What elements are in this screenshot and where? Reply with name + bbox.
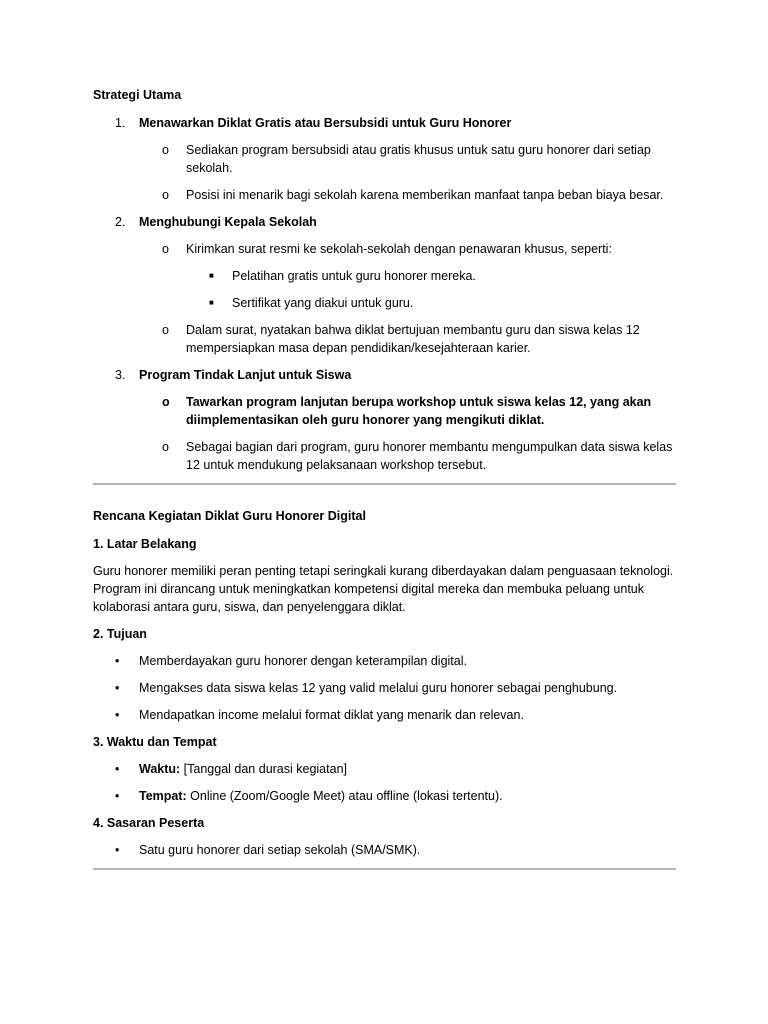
bullet-icon: • [115, 654, 120, 668]
square-bullet-icon: ■ [209, 298, 214, 307]
circle-bullet-icon: o [162, 323, 169, 337]
sub-item [93, 186, 676, 204]
tempat-value: Online (Zoom/Google Meet) atau offline (lokasi tertentu). [186, 789, 503, 803]
paragraph-latar-belakang: Guru honorer memiliki peran penting tetapi seringkali kurang diberdayakan dalam penguasaan teknologi. Program ini dirancang untuk meningkatkan kompetensi digital mereka dan membuka peluang untuk kolaborasi antara guru, siswa, dan penyelenggara diklat. [93, 564, 674, 614]
list-item-text: Mendapatkan income melalui format diklat yang menarik dan relevan. [139, 708, 524, 722]
list-item-text: Satu guru honorer dari setiap sekolah (SMA/SMK). [139, 843, 421, 857]
subsub-item [93, 267, 676, 285]
sub-item-text: Kirimkan surat resmi ke sekolah-sekolah dengan penawaran khusus, seperti: [186, 242, 612, 256]
strategy-heading: Program Tindak Lanjut untuk Siswa [139, 368, 352, 382]
sub-item-text: Sediakan program bersubsidi atau gratis khusus untuk satu guru honorer dari setiap sekolah. [186, 143, 651, 175]
section-title-rencana: Rencana Kegiatan Diklat Guru Honorer Digital [93, 509, 366, 523]
subsub-item [93, 294, 676, 312]
heading-tujuan: 2. Tujuan [93, 627, 147, 641]
bullet-icon: • [115, 762, 120, 776]
list-item [93, 679, 676, 697]
circle-bullet-icon: o [162, 440, 169, 454]
list-number: 2. [115, 215, 126, 229]
square-bullet-icon: ■ [209, 271, 214, 280]
sub-item [93, 438, 676, 474]
sub-item [93, 393, 676, 429]
list-item-text: Memberdayakan guru honorer dengan keterampilan digital. [139, 654, 467, 668]
horizontal-rule [93, 483, 676, 485]
circle-bullet-icon: o [162, 143, 169, 157]
list-item-waktu [93, 760, 676, 778]
bullet-icon: • [115, 843, 120, 857]
circle-bullet-icon: o [162, 242, 169, 256]
strategy-item-1 [93, 114, 676, 132]
list-number: 1. [115, 116, 126, 130]
subsub-item-text: Sertifikat yang diakui untuk guru. [232, 296, 414, 310]
list-item [93, 652, 676, 670]
bullet-icon: • [115, 789, 120, 803]
waktu-value: [Tanggal dan durasi kegiatan] [180, 762, 347, 776]
subsub-item-text: Pelatihan gratis untuk guru honorer mereka. [232, 269, 476, 283]
list-item [93, 706, 676, 724]
strategy-heading: Menghubungi Kepala Sekolah [139, 215, 317, 229]
strategy-item-3 [93, 366, 676, 384]
sub-item [93, 240, 676, 258]
section-title-strategi: Strategi Utama [93, 88, 182, 102]
circle-bullet-icon: o [162, 188, 169, 202]
heading-waktu-tempat: 3. Waktu dan Tempat [93, 735, 217, 749]
list-item-tempat [93, 787, 676, 805]
sub-item [93, 321, 676, 357]
document-page [93, 86, 676, 892]
sub-item-text: Posisi ini menarik bagi sekolah karena memberikan manfaat tanpa beban biaya besar. [186, 188, 664, 202]
strategy-item-2 [93, 213, 676, 231]
waktu-label: Waktu: [139, 762, 181, 776]
list-item-text: Mengakses data siswa kelas 12 yang valid melalui guru honorer sebagai penghubung. [139, 681, 618, 695]
horizontal-rule [93, 868, 676, 870]
list-item [93, 841, 676, 859]
bullet-icon: • [115, 681, 120, 695]
sub-item-text: Sebagai bagian dari program, guru honorer membantu mengumpulkan data siswa kelas 12 untuk mendukung pelaksanaan workshop tersebut. [186, 440, 673, 472]
sub-item-text: Tawarkan program lanjutan berupa workshop untuk siswa kelas 12, yang akan diimplementasikan oleh guru honorer yang mengikuti diklat. [186, 395, 652, 427]
heading-sasaran-peserta: 4. Sasaran Peserta [93, 816, 205, 830]
sub-item-text: Dalam surat, nyatakan bahwa diklat bertujuan membantu guru dan siswa kelas 12 mempersiapkan masa depan pendidikan/kesejahteraan karier. [186, 323, 640, 355]
bullet-icon: • [115, 708, 120, 722]
circle-bullet-icon: o [162, 395, 170, 409]
tempat-label: Tempat: [139, 789, 187, 803]
heading-latar-belakang: 1. Latar Belakang [93, 537, 197, 551]
list-number: 3. [115, 368, 126, 382]
strategy-heading: Menawarkan Diklat Gratis atau Bersubsidi untuk Guru Honorer [139, 116, 512, 130]
sub-item [93, 141, 676, 177]
